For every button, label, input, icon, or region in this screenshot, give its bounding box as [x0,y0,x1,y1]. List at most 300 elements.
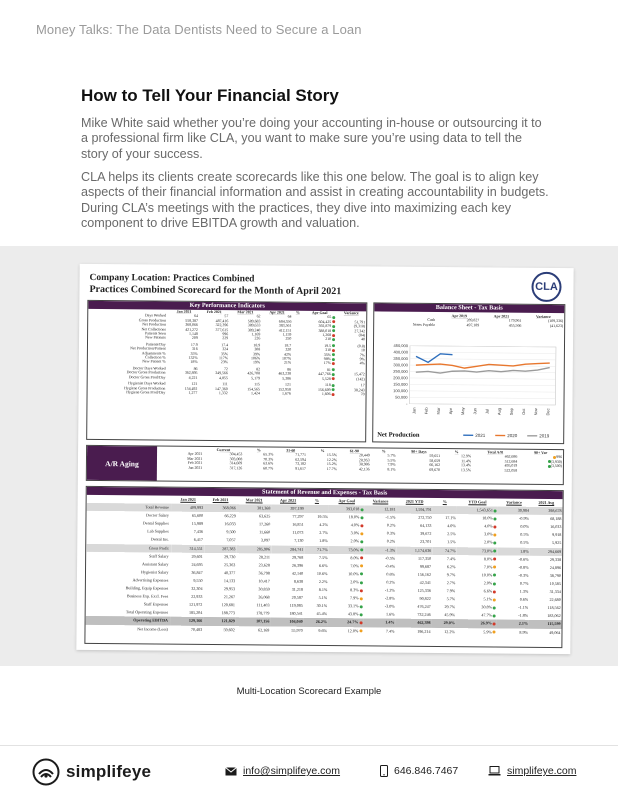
ar-cell: 5.5% [387,458,396,463]
statement-cell: 6.6% [318,562,328,568]
statement-cell: 9.6% [318,627,327,633]
chart-x-tick-label: Nov [533,408,539,416]
statement-row-label: Advertising Expenses [132,577,169,583]
statement-cell: 0.0% [520,523,529,530]
statement-cell: 1,543,651 [457,506,498,514]
ar-cell: 59,651 [429,454,441,459]
kpi-cell: 118 [302,382,335,388]
kpi-cell: 209 [191,336,198,341]
kpi-cell: 1,169 [251,332,261,337]
statement-column-header: Mar 2021 [245,497,263,503]
statement-cell: 183,062 [547,613,561,619]
kpi-row-label: Hygiene Gross Prod/Day [126,390,166,395]
chart-legend-label: 2021 [475,432,486,438]
kpi-row-label: New Patient % [142,359,166,365]
kpi-cell: 383,561 [278,323,292,328]
statement-cell: 11,660 [259,529,271,535]
statement-cell: 29,953 [223,586,236,592]
statement-cell: 7,130 [294,538,304,544]
statement-cell: 29,338 [549,556,562,562]
statement-cell: 31,218 [291,586,304,592]
email-link[interactable]: info@simplifeye.com [243,765,341,777]
kpi-cell: (142) [356,376,365,382]
ar-cell: 11.4% [461,459,472,464]
section-heading: How to Tell Your Financial Story [81,86,339,105]
kpi-cell: 487,416 [215,318,229,323]
statement-cell: 29.7% [444,604,456,610]
statement-cell: 9,500 [226,529,236,535]
ar-cell: 13.5% [460,467,472,472]
status-dot-icon [360,573,363,576]
statement-cell: 64,133 [420,523,432,529]
statement-cell: 119,085 [289,602,303,609]
statement-cell: 63,625 [259,513,271,519]
statement-cell: 22,933 [191,593,203,600]
scorecard-title-line-1: Company Location: Practices Combined [89,272,255,285]
statement-cell: 30,859 [258,586,270,592]
kpi-cell: 154,565 [247,386,260,391]
ar-cell: 495,019 [504,463,518,468]
kpi-column-header: Apr Goal [311,310,328,316]
statement-cell: 28,211 [258,554,270,560]
statement-cell: 272,750 [418,515,432,521]
kpi-cell: 389,240 [247,327,261,333]
statement-row-label: Doctor Salary [146,512,169,518]
ar-cell: 70.3% [263,457,274,462]
statement-cell: 4.0% [447,523,456,529]
chart-y-tick-label: 450,000 [393,342,409,349]
statement-cell: 2.1% [497,620,529,628]
kpi-cell: 1,159 [282,332,292,337]
balance-sheet-cell: 289,827 [466,318,480,323]
statement-row-label: Staff Expenses [143,601,169,607]
statement-cell: 368,066 [204,504,237,512]
chart-y-tick-label: 350,000 [393,355,408,362]
status-dot-icon [332,353,335,356]
status-dot-icon [360,516,363,519]
kpi-cell: 57 [224,314,229,319]
statement-cell: 4.2% [319,522,328,528]
chart-legend-label: 2020 [507,433,518,439]
ar-column-header: % [256,448,261,453]
statement-row-label: Lab Supplies [147,528,169,535]
kpi-row-label: Patients/Day [145,342,166,347]
statement-cell: 26.2% [304,618,328,626]
kpi-column-header: Mar 2021 [237,310,254,315]
kpi-cell: 27,342 [354,328,366,333]
chart-y-tick-label: 50,000 [395,394,408,400]
status-dot-icon [332,329,335,332]
kpi-cell: 70 [360,392,365,397]
kpi-row-label: Gross Production [138,318,166,323]
ar-row-label: Jan 2021 [188,465,203,470]
statement-cell: 7,057 [226,537,236,543]
kpi-cell: 447,766 [302,372,335,377]
statement-cell: 398,678 [530,507,563,515]
kpi-cell: 210 [303,337,336,343]
kpi-cell: 98% [303,357,336,362]
statement-row-label: Dental Supplies [142,520,169,526]
statement-cell: -0.5% [385,555,396,561]
statement-cell: 397,199 [271,505,304,513]
statement-cell: 7.0% [328,562,363,570]
kpi-cell: 132% [188,355,198,360]
statement-cell [305,505,329,513]
statement-cell: 462,398 [395,619,431,627]
statement-cell: 1.8% [319,538,328,544]
status-dot-icon [332,349,335,352]
kpi-cell: 23% [220,360,228,365]
ar-cell: 28,953 [358,458,370,463]
statement-cell: 12.2% [444,628,455,634]
statement-cell: 476,247 [417,604,431,610]
statement-cell: 188,773 [221,610,235,616]
kpi-cell: 349,566 [215,371,228,376]
statement-cell: 11,073 [292,530,304,536]
statement-cell: -0.3% [518,572,529,578]
statement-cell: 24.7% [328,618,363,626]
statement-cell: 5,925 [552,540,562,546]
kpi-cell: 421,272 [185,327,198,332]
kpi-cell: 362,895 [184,371,198,376]
kpi-panel [86,300,367,442]
balance-sheet-cell: (41,623) [549,323,564,328]
statement-cell: 7.0% [456,563,497,571]
kpi-cell: 147,360 [215,386,228,391]
statement-row-label: Operating EBITDA [86,616,171,625]
kpi-cell: 35% [220,351,229,356]
statement-cell: 7.4% [385,628,395,634]
kpi-cell: 1,332 [218,390,228,396]
ar-cell: 303,008 [229,456,243,462]
kpi-cell: 62 [256,314,261,319]
statement-cell: -1.2% [384,587,395,593]
net-production-chart [375,339,562,441]
statement-cell: 23,628 [258,562,270,568]
statement-cell: 42,341 [419,579,431,585]
kpi-cell: 111 [222,382,228,387]
kpi-cell: 250 [285,337,292,342]
statement-cell: 16,033 [550,524,562,530]
kpi-column-header: Feb 2021 [206,309,222,315]
status-dot-icon [332,373,335,376]
chart-x-tick-label: May [460,407,466,416]
footer-website[interactable] [488,765,576,777]
status-dot-icon [332,388,335,391]
statement-cell: 73.0% [456,547,497,555]
status-dot-icon [494,533,497,536]
statement-cell: 0.2% [386,522,396,528]
statement-cell: -1.1% [518,604,529,610]
statement-cell: 36,847 [191,569,203,575]
statement-cell: 45.9% [444,612,455,618]
statement-cell: -1.5% [385,514,396,520]
status-dot-icon [360,605,363,608]
kpi-cell: 18% [190,360,198,365]
statement-cell: 30,984 [498,507,530,515]
ar-cell: 17.7% [326,466,337,471]
ar-cell: 317,126 [229,465,243,470]
statement-cell: 74.7% [432,547,456,555]
statement-cell: 125,336 [417,587,431,593]
kpi-cell: 426,708 [247,371,261,376]
phone-number: 646.846.7467 [394,765,459,777]
statement-cell: -0.4% [385,563,396,569]
statement-cell: 0.2% [386,579,395,585]
chart-x-tick-label: Jul [484,408,490,414]
statement-cell: 1,594,791 [396,506,432,514]
statement-cell: 1.5% [447,539,456,545]
statement-cell: 294,669 [530,547,563,555]
kpi-cell: 5,528 [302,376,335,382]
kpi-cell: 558,387 [185,318,198,323]
statement-row-label: Assistant Salary [141,561,169,567]
statement-cell: 10.6% [316,570,328,576]
statement-row-label: Hygienist Salary [141,569,169,575]
statement-cell: 8.9% [519,629,528,635]
statement-cell: -1.8% [518,613,529,619]
ar-cell [518,468,563,473]
ar-aging-panel [86,445,564,485]
statement-cell: 4.0% [329,521,364,529]
kpi-cell: 389,633 [247,323,261,328]
statement-cell: 29,768 [291,554,304,560]
kpi-cell: 320 [285,347,292,352]
chart-y-tick-label: - [406,401,408,407]
chart-legend-label: 2019 [539,433,550,439]
statement-cell: 18.0% [329,513,364,521]
ar-cell: 42,136 [358,466,370,472]
ar-cell: 65.3% [263,452,274,457]
statement-cell: 156,162 [417,571,432,577]
statement-cell: -2.8% [384,595,395,601]
status-dot-icon [332,338,335,341]
kpi-cell: 115 [254,382,260,387]
kpi-cell: 86 [287,367,292,372]
kpi-cell: 1,676 [282,391,291,396]
statement-header: Statement of Revenue and Expenses - Tax Basis [87,487,563,499]
ar-column-header: % [381,449,386,454]
statement-cell: 8.0% [329,554,364,562]
balance-sheet-column-header: Apr 2021 [493,314,510,319]
kpi-cell: 82 [256,367,261,372]
statement-cell: 7.4% [446,555,456,561]
scorecard-image [76,264,573,654]
kpi-column-header: Jan 2021 [176,309,192,314]
ar-cell: 91,617 [295,466,306,471]
kpi-cell: 39% [253,352,261,357]
status-dot-icon [332,320,335,323]
statement-cell: 121,829 [203,617,236,625]
statement-cell: 180,541 [289,611,303,617]
status-dot-icon [332,377,335,380]
figure-caption: Multi-Location Scorecard Example [236,686,382,697]
kpi-cell: 4,221 [188,375,198,380]
footer-phone[interactable] [380,765,458,777]
statement-cell: 36,798 [258,570,270,576]
statement-cell: 17.1% [445,515,456,521]
ar-column-header: Total A/R [487,450,504,455]
statement-cell: 118,562 [547,605,561,611]
balance-sheet-row [374,322,564,328]
ar-cell: 60.7% [263,466,274,471]
status-dot-icon [360,565,363,568]
ar-cell: 71,771 [295,453,307,458]
kpi-cell: 65 [303,315,336,320]
kpi-row-label: Doctor Gross Production [126,370,166,375]
running-title: Money Talks: The Data Dentists Need to Secure a Loan [36,22,362,37]
kpi-cell: 18.9 [253,343,261,348]
kpi-cell: 377,615 [215,327,229,332]
footer-email[interactable] [225,765,340,777]
statement-row-label: Total Operating Expenses [125,609,169,615]
statement-cell: 5.9% [456,628,497,636]
kpi-cell: 17% [303,361,336,367]
statement-row-label: Gross Profit [86,543,171,552]
kpi-row-label: Days Worked [144,313,167,319]
statement-cell: 16,033 [224,521,236,527]
statement-cell: 1.6% [386,611,395,617]
status-dot-icon [360,548,363,551]
statement-cell: 33.1% [328,602,363,610]
statement-column-header: Variance [372,498,389,504]
kpi-cell: 324 [222,347,229,352]
statement-cell: 24,896 [549,564,562,570]
chart-y-tick-label: 300,000 [393,362,408,368]
phone-icon [380,765,388,777]
kpi-cell: 154,492 [184,386,198,391]
ar-cell: 996 [518,455,563,460]
ar-column-header: % [320,448,325,453]
statement-cell: 26,068 [258,594,270,600]
statement-cell: 4.0% [457,522,498,530]
statement-cell: 7.5% [319,554,328,560]
statement-cell: 8.3% [328,586,363,594]
email-icon [225,767,237,776]
kpi-cell: 1,277 [188,390,198,395]
status-dot-icon [332,316,335,319]
ar-cell: 15.2% [326,462,337,467]
statement-cell: -0.6% [518,556,529,562]
status-dot-icon [360,540,363,543]
statement-cell: 30.1% [316,603,328,609]
brand-logo[interactable] [32,758,151,786]
statement-cell: 14,133 [223,578,236,584]
website-link[interactable]: simplifeye.com [507,765,577,777]
kpi-cell: 226 [254,336,261,341]
status-dot-icon [493,582,496,585]
status-dot-icon [360,557,363,560]
ar-cell: 512,684 [504,459,518,464]
kpi-cell: 107% [282,356,292,361]
kpi-cell [292,392,303,396]
kpi-cell: 1,424 [251,391,260,396]
status-dot-icon [493,590,496,593]
statement-cell: 2.0% [456,579,497,587]
chart-title: Net Production [377,431,420,439]
status-dot-icon [332,358,335,361]
statement-cell: -3.0% [384,603,395,609]
chart-x-tick-label: Feb [423,407,429,415]
kpi-cell: 310 [303,348,336,353]
ar-cell: 522,058 [504,468,518,473]
statement-cell: 42,140 [291,570,304,576]
status-dot-icon [332,334,335,337]
statement-cell: 43.8% [328,610,363,618]
statement-cell: 26.9% [456,620,497,628]
statement-cell: 29,601 [191,553,203,559]
statement-cell: 12.0% [328,627,363,635]
status-dot-icon [494,509,497,512]
kpi-cell: 9% [359,357,365,362]
kpi-cell: 17 [360,383,365,388]
kpi-header: Key Performance Indicators [88,301,366,311]
statement-column-header: YTD Goal [468,499,487,505]
statement-column-header: 2021 YTD [405,498,424,504]
statement-cell: 6,417 [193,537,203,543]
status-dot-icon [548,460,551,463]
statement-cell: 68,188 [550,516,562,522]
statement-cell: 26,396 [291,562,304,568]
balance-sheet-row-label: Notes Payable [412,322,436,327]
kpi-cell: 322,396 [215,323,229,328]
statement-cell: 55,970 [291,627,303,633]
statement-cell: 62,169 [258,626,270,633]
kpi-cell: (0.8) [357,344,366,349]
statement-cell: 40,377 [223,569,236,576]
statement-cell: 30.8% [456,603,497,611]
ar-cell: 13.4% [460,463,472,468]
kpi-cell: 15,472 [354,372,365,377]
kpi-cell: 5,386 [282,376,291,381]
kpi-cell: 35% [190,351,198,356]
kpi-row-label: Net Production [142,322,166,327]
statement-cell: 3.0% [329,529,364,537]
ar-column-header: 90+ Var [534,450,548,455]
kpi-column-header: Apr 2021 [269,310,285,315]
statement-cell: 121,972 [189,602,203,608]
statement-cell: 15,989 [191,521,204,527]
statement-cell: 10,585 [549,580,561,587]
ar-aging-table [159,448,563,474]
kpi-cell: 106% [251,356,261,361]
statement-cell: 24,695 [191,561,203,567]
statement-cell: 129,166 [171,617,203,625]
statement-cell: 9,550 [193,577,203,583]
statement-cell: 8,638 [293,578,304,584]
simplifeye-eye-icon [32,758,60,786]
status-dot-icon [493,574,496,577]
statement-cell: 70,483 [190,626,203,632]
status-dot-icon [493,622,496,625]
kpi-row-label: Net Production/Patient [130,346,166,351]
statement-cell: 22,680 [549,597,561,603]
chart-x-tick-label: Oct [520,408,527,415]
balance-sheet-header: Balance Sheet - Tax Basis [374,303,564,313]
kpi-cell: 604,425 [303,320,336,325]
statement-cell: 393,018 [329,505,364,513]
statement-column-header: 2021 Avg [538,499,555,506]
chart-y-tick-label: 100,000 [393,388,408,394]
statement-cell: 7.9% [446,588,456,594]
ar-row-label: Apr 2021 [187,452,203,457]
statement-cell: 2.0% [457,539,498,547]
statement-cell: 1,174,636 [396,546,432,554]
kpi-row-label: Adjustments % [141,351,166,356]
statement-cell: 8.1% [318,586,328,593]
ar-cell: 7.9% [387,462,396,467]
kpi-cell: 316 [191,347,198,352]
